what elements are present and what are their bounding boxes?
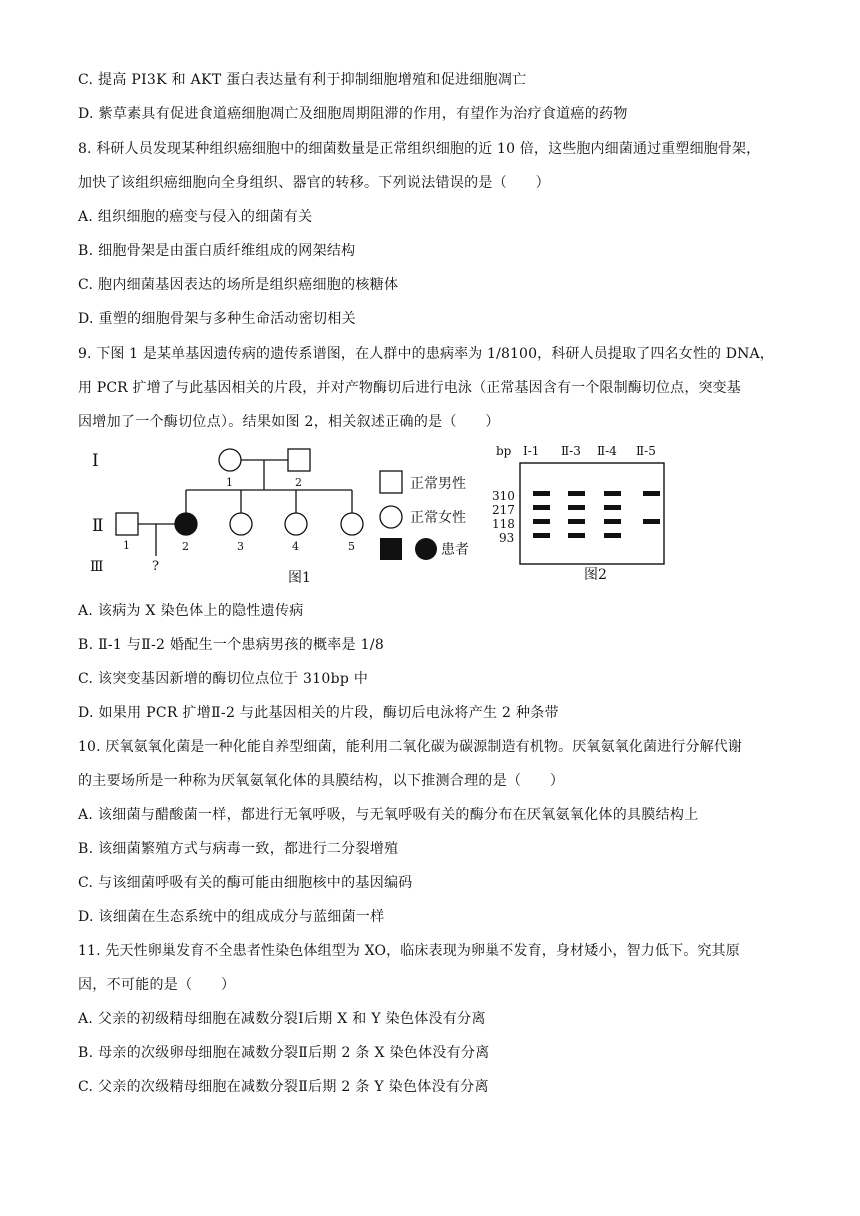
electrophoresis-chart (492, 444, 664, 583)
gel-band-93-lane-2 (568, 533, 585, 538)
legend-normal-male-symbol (380, 471, 402, 493)
gel-size-label-217: 217 (492, 503, 515, 517)
pedigree-number-ii5: 5 (348, 540, 355, 553)
gel-band-217-lane-3 (604, 505, 621, 510)
text-line: C. 父亲的次级精母细胞在减数分裂Ⅱ后期 2 条 Y 染色体没有分离 (78, 1079, 489, 1095)
gel-lane-label-i1: Ⅰ-1 (523, 444, 540, 458)
gel-band-310-lane-1 (533, 491, 550, 496)
pedigree-number-ii1: 1 (123, 539, 130, 552)
text-line: C. 胞内细菌基因表达的场所是组织癌细胞的核糖体 (78, 277, 399, 293)
pedigree-number-i1: 1 (226, 476, 233, 489)
pedigree-ii1-normal-male (116, 513, 138, 535)
pedigree-number-i2: 2 (295, 476, 302, 489)
text-line: B. Ⅱ-1 与Ⅱ-2 婚配生一个患病男孩的概率是 1/8 (78, 637, 385, 653)
gel-lane-label-ii5: Ⅱ-5 (636, 444, 656, 458)
text-line: 因增加了一个酶切位点）。结果如图 2，相关叙述正确的是（ ） (78, 414, 500, 430)
legend-normal-female-symbol (380, 506, 402, 528)
pedigree-ii4-normal-female (285, 513, 307, 535)
legend-normal-male-label: 正常男性 (410, 476, 466, 492)
gel-band-118-lane-4 (643, 519, 660, 524)
text-line: D. 重塑的细胞骨架与多种生命活动密切相关 (78, 311, 356, 327)
generation-label-1: Ⅰ (92, 451, 99, 471)
text-line: C. 该突变基因新增的酶切位点位于 310bp 中 (78, 671, 369, 687)
text-line: D. 紫草素具有促进食道癌细胞凋亡及细胞周期阻滞的作用，有望作为治疗食道癌的药物 (78, 106, 628, 122)
pedigree-chart (90, 449, 469, 586)
gel-band-93-lane-3 (604, 533, 621, 538)
gel-band-118-lane-2 (568, 519, 585, 524)
text-line: 的主要场所是一种称为厌氧氨氧化体的具膜结构，以下推测合理的是（ ） (78, 773, 565, 789)
text-line: B. 母亲的次级卵母细胞在减数分裂Ⅱ后期 2 条 X 染色体没有分离 (78, 1045, 490, 1061)
generation-label-2: Ⅱ (92, 516, 104, 536)
gel-band-310-lane-2 (568, 491, 585, 496)
pedigree-number-ii3: 3 (237, 540, 244, 553)
text-line: C. 提高 PI3K 和 AKT 蛋白表达量有利于抑制细胞增殖和促进细胞凋亡 (78, 72, 527, 88)
legend-affected-label: 患者 (441, 542, 469, 558)
pedigree-ii5-normal-female (341, 513, 363, 535)
text-line: A. 该细菌与醋酸菌一样，都进行无氧呼吸，与无氧呼吸有关的酶分布在厌氧氨氧化体的具膜结构上 (78, 807, 699, 823)
gel-lane-label-ii4: Ⅱ-4 (597, 444, 617, 458)
legend-normal-female-label: 正常女性 (410, 510, 466, 526)
text-line: B. 该细菌繁殖方式与病毒一致，都进行二分裂增殖 (78, 841, 399, 857)
pedigree-offspring-unknown: ? (152, 559, 159, 574)
generation-label-3: Ⅲ (90, 559, 104, 575)
pedigree-ii2-affected-female (175, 513, 197, 535)
gel-band-310-lane-4 (643, 491, 660, 496)
gel-axis-unit: bp (496, 444, 512, 458)
gel-size-label-118: 118 (492, 517, 515, 531)
pedigree-number-ii4: 4 (292, 540, 299, 553)
text-line: B. 细胞骨架是由蛋白质纤维组成的网架结构 (78, 243, 356, 259)
text-line: 8. 科研人员发现某种组织癌细胞中的细菌数量是正常组织细胞的近 10 倍，这些胞内细菌通过重塑细胞骨架， (78, 141, 761, 157)
gel-size-label-93: 93 (499, 531, 515, 545)
gel-frame (520, 463, 664, 564)
legend-affected-female-symbol (415, 538, 437, 560)
pedigree-i1-normal-female (219, 449, 241, 471)
text-line: D. 如果用 PCR 扩增Ⅱ-2 与此基因相关的片段，酶切后电泳将产生 2 种条带 (78, 705, 559, 721)
gel-band-118-lane-1 (533, 519, 550, 524)
text-line: 10. 厌氧氨氧化菌是一种化能自养型细菌，能利用二氧化碳为碳源制造有机物。厌氧氨氧化菌进行分解代谢 (78, 739, 743, 755)
gel-lane-label-ii3: Ⅱ-3 (561, 444, 581, 458)
gel-band-118-lane-3 (604, 519, 621, 524)
gel-size-label-310: 310 (492, 489, 515, 503)
text-line: 11. 先天性卵巢发育不全患者性染色体组型为 XO，临床表现为卵巢不发育，身材矮小，智力低下。究其原 (78, 943, 740, 959)
text-line: 因，不可能的是（ ） (78, 977, 236, 993)
gel-band-93-lane-1 (533, 533, 550, 538)
text-line: 加快了该组织癌细胞向全身组织、器官的转移。下列说法错误的是（ ） (78, 175, 550, 191)
gel-band-217-lane-1 (533, 505, 550, 510)
text-line: 9. 下图 1 是某单基因遗传病的遗传系谱图，在人群中的患病率为 1/8100，科研人员提取了四名女性的 DNA， (78, 346, 774, 362)
figure-1-caption: 图1 (288, 570, 311, 586)
figure-2-caption: 图2 (584, 567, 607, 583)
pedigree-number-ii2: 2 (182, 540, 189, 553)
legend-affected-male-symbol (380, 538, 402, 560)
gel-band-217-lane-2 (568, 505, 585, 510)
question-9-figure (78, 436, 678, 588)
gel-band-310-lane-3 (604, 491, 621, 496)
text-line: A. 组织细胞的癌变与侵入的细菌有关 (78, 209, 313, 225)
text-line: A. 该病为 X 染色体上的隐性遗传病 (78, 603, 304, 619)
text-line: A. 父亲的初级精母细胞在减数分裂Ⅰ后期 X 和 Y 染色体没有分离 (78, 1011, 486, 1027)
pedigree-i2-normal-male (288, 449, 310, 471)
text-line: D. 该细菌在生态系统中的组成成分与蓝细菌一样 (78, 909, 385, 925)
text-line: C. 与该细菌呼吸有关的酶可能由细胞核中的基因编码 (78, 875, 413, 891)
text-line: 用 PCR 扩增了与此基因相关的片段，并对产物酶切后进行电泳（正常基因含有一个限制酶切位点，突变基 (78, 380, 741, 396)
pedigree-ii3-normal-female (230, 513, 252, 535)
